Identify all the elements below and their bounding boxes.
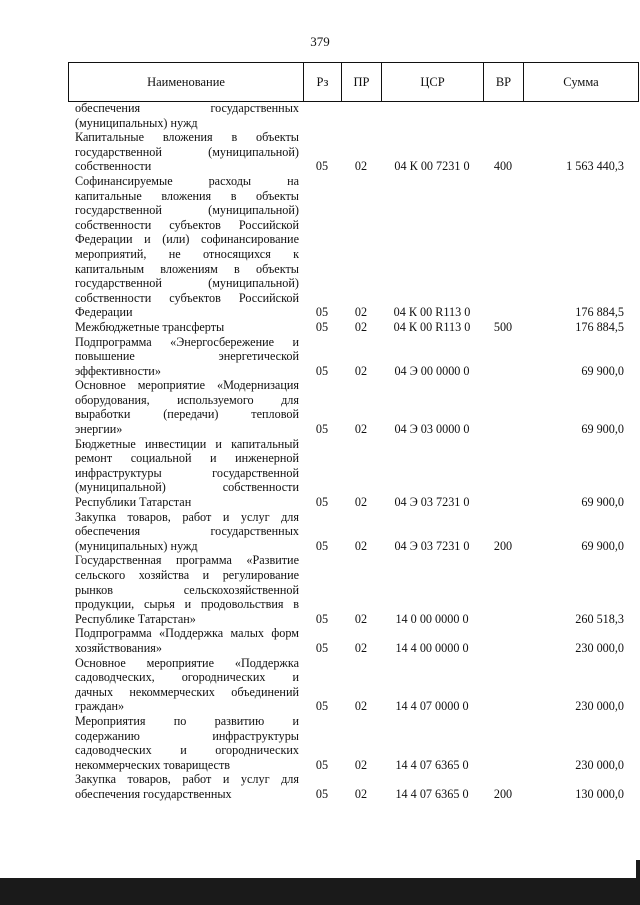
row-rz: 05 — [315, 611, 329, 626]
row-csr: 14 4 07 0000 0 — [395, 699, 469, 714]
row-vr — [483, 656, 523, 714]
row-sum: 230 000,0 — [575, 757, 624, 772]
row-csr: 14 4 00 0000 0 — [395, 640, 469, 655]
header-sum: Сумма — [524, 63, 639, 102]
row-sum: 69 900,0 — [581, 422, 624, 437]
row-name-line: Государственная программа «Развитие — [75, 553, 299, 568]
row-name-line: Подпрограмма «Энергосбережение и — [75, 334, 299, 349]
row-name-line: Бюджетные инвестиции и капитальный — [75, 436, 299, 451]
row-vr — [483, 378, 523, 436]
row-vr — [483, 626, 523, 655]
table-row — [68, 174, 638, 320]
row-pr: 02 — [354, 159, 368, 174]
row-rz — [303, 101, 341, 130]
row-pr: 02 — [354, 363, 368, 378]
row-pr: 02 — [354, 422, 368, 437]
row-name-line: Межбюджетные трансферты — [75, 319, 225, 334]
row-vr: 200 — [493, 538, 513, 553]
row-name — [68, 174, 303, 320]
row-sum: 230 000,0 — [575, 699, 624, 714]
row-name-line: государственной (муниципальной) — [75, 144, 299, 159]
row-rz: 05 — [315, 699, 329, 714]
row-name-line: мероприятий, не относящихся к — [75, 246, 299, 261]
row-vr — [483, 101, 523, 130]
row-csr: 14 0 00 0000 0 — [395, 611, 469, 626]
row-rz: 05 — [315, 640, 329, 655]
row-name-line: продукции, сырья и продовольствия в — [75, 597, 299, 612]
row-name — [68, 772, 303, 801]
row-sum: 176 884,5 — [575, 319, 624, 334]
row-name-line: рынков сельскохозяйственной — [75, 582, 299, 597]
row-rz: 05 — [315, 786, 329, 801]
row-sum: 1 563 440,3 — [566, 159, 624, 174]
row-name — [68, 378, 303, 436]
row-vr: 400 — [493, 159, 513, 174]
row-name-line: эффективности» — [75, 363, 161, 378]
row-name-line: собственности субъектов Российской — [75, 217, 299, 232]
row-csr: 04 К 00 R113 0 — [393, 305, 471, 320]
table-row — [68, 553, 638, 626]
header-name: Наименование — [69, 63, 304, 102]
header-rz: Рз — [304, 63, 342, 102]
row-name-line: оборудования, используемого для — [75, 392, 299, 407]
row-sum: 230 000,0 — [575, 640, 624, 655]
row-rz: 05 — [315, 159, 329, 174]
row-pr: 02 — [354, 495, 368, 510]
row-vr — [483, 335, 523, 379]
row-sum: 69 900,0 — [581, 495, 624, 510]
header-vr: ВР — [484, 63, 524, 102]
row-name — [68, 656, 303, 714]
row-sum: 69 900,0 — [581, 538, 624, 553]
row-pr: 02 — [354, 640, 368, 655]
row-rz: 05 — [315, 495, 329, 510]
budget-table — [68, 101, 638, 802]
row-sum: 69 900,0 — [581, 363, 624, 378]
row-name-line: некоммерческих товариществ — [75, 757, 231, 772]
row-name-line: выработки (передачи) тепловой — [75, 407, 299, 422]
row-csr: 04 К 00 7231 0 — [394, 159, 470, 174]
row-name — [68, 335, 303, 379]
row-name-line: капитальным вложениям в объекты — [75, 261, 299, 276]
row-name — [68, 510, 303, 554]
row-pr: 02 — [354, 305, 368, 320]
row-name-line: капитальные вложения в объекты — [75, 188, 299, 203]
row-name-line: (муниципальной) собственности — [75, 480, 299, 495]
row-csr: 04 Э 03 7231 0 — [394, 538, 470, 553]
row-name-line: государственной (муниципальной) — [75, 203, 299, 218]
row-sum: 176 884,5 — [575, 305, 624, 320]
row-sum: 260 518,3 — [575, 611, 624, 626]
row-name-line: Софинансируемые расходы на — [75, 173, 299, 188]
row-pr: 02 — [354, 786, 368, 801]
row-pr: 02 — [354, 319, 368, 334]
row-name-line: Основное мероприятие «Поддержка — [75, 655, 299, 670]
row-name-line: (муниципальных) нужд — [75, 538, 198, 553]
row-name-line: Республики Татарстан — [75, 495, 192, 510]
row-name-line: граждан» — [75, 699, 125, 714]
row-name-line: содержанию инфраструктуры — [75, 728, 299, 743]
row-csr: 04 Э 03 7231 0 — [394, 495, 470, 510]
row-pr: 02 — [354, 538, 368, 553]
table-header — [68, 62, 639, 102]
row-vr — [483, 174, 523, 320]
row-rz: 05 — [315, 757, 329, 772]
row-name-line: обеспечения государственных — [75, 786, 232, 801]
row-rz: 05 — [315, 538, 329, 553]
row-vr — [483, 714, 523, 772]
row-name-line: инфраструктуры государственной — [75, 465, 299, 480]
table-row — [68, 626, 638, 655]
row-name — [68, 101, 303, 130]
row-name-line: Подпрограмма «Поддержка малых форм — [75, 626, 299, 641]
row-name-line: дачных некоммерческих объединений — [75, 684, 299, 699]
row-name — [68, 437, 303, 510]
row-name-line: садоводческих, огороднических и — [75, 670, 299, 685]
row-name-line: Республике Татарстан» — [75, 611, 196, 626]
row-rz: 05 — [315, 319, 329, 334]
row-csr: 14 4 07 6365 0 — [395, 786, 469, 801]
row-name-line: энергии» — [75, 422, 123, 437]
row-name-line: ремонт социальной и инженерной — [75, 451, 299, 466]
row-name-line: Мероприятия по развитию и — [75, 713, 299, 728]
scan-edge-mark — [636, 860, 640, 878]
row-name-line: Закупка товаров, работ и услуг для — [75, 509, 299, 524]
row-name-line: государственной (муниципальной) — [75, 276, 299, 291]
row-name-line: собственности — [75, 159, 152, 174]
row-name — [68, 320, 303, 335]
row-pr: 02 — [354, 699, 368, 714]
row-name-line: обеспечения государственных — [75, 524, 299, 539]
scan-edge-bar — [0, 878, 640, 905]
table-row — [68, 130, 638, 174]
table-row — [68, 656, 638, 714]
row-name-line: Федерации и (или) софинансирование — [75, 232, 299, 247]
row-rz: 05 — [315, 422, 329, 437]
row-name-line: собственности субъектов Российской — [75, 290, 299, 305]
row-csr: 04 Э 03 0000 0 — [394, 422, 470, 437]
row-name-line: садоводческих и огороднических — [75, 743, 299, 758]
row-name-line: Закупка товаров, работ и услуг для — [75, 772, 299, 787]
table-row — [68, 378, 638, 436]
row-name — [68, 626, 303, 655]
row-vr: 500 — [493, 319, 513, 334]
table-row — [68, 101, 638, 130]
table-row — [68, 437, 638, 510]
row-name — [68, 553, 303, 626]
row-name-line: (муниципальных) нужд — [75, 115, 198, 130]
table-body — [68, 101, 638, 802]
row-rz: 05 — [315, 363, 329, 378]
row-name-line: Основное мероприятие «Модернизация — [75, 378, 299, 393]
row-name — [68, 130, 303, 174]
header-pr: ПР — [342, 63, 382, 102]
row-name-line: повышение энергетической — [75, 349, 299, 364]
table-row — [68, 772, 638, 801]
row-pr: 02 — [354, 757, 368, 772]
row-name-line: обеспечения государственных — [75, 101, 299, 115]
row-csr — [381, 101, 483, 130]
row-vr: 200 — [493, 786, 513, 801]
row-rz: 05 — [315, 305, 329, 320]
table-row — [68, 320, 638, 335]
row-csr: 04 К 00 R113 0 — [393, 319, 471, 334]
row-name-line: хозяйствования» — [75, 640, 162, 655]
page-number: 379 — [310, 34, 330, 49]
row-sum: 130 000,0 — [575, 786, 624, 801]
row-name-line: сельского хозяйства и регулирование — [75, 568, 299, 582]
row-vr — [483, 437, 523, 510]
row-csr: 14 4 07 6365 0 — [395, 757, 469, 772]
row-name-line: Капитальные вложения в объекты — [75, 130, 299, 145]
table-row — [68, 335, 638, 379]
row-sum — [523, 101, 638, 130]
header-csr: ЦСР — [382, 63, 484, 102]
row-pr — [341, 101, 381, 130]
table-row — [68, 510, 638, 554]
row-vr — [483, 553, 523, 626]
row-name — [68, 714, 303, 772]
row-name-line: Федерации — [75, 305, 133, 320]
row-csr: 04 Э 00 0000 0 — [394, 363, 470, 378]
row-pr: 02 — [354, 611, 368, 626]
table-row — [68, 714, 638, 772]
